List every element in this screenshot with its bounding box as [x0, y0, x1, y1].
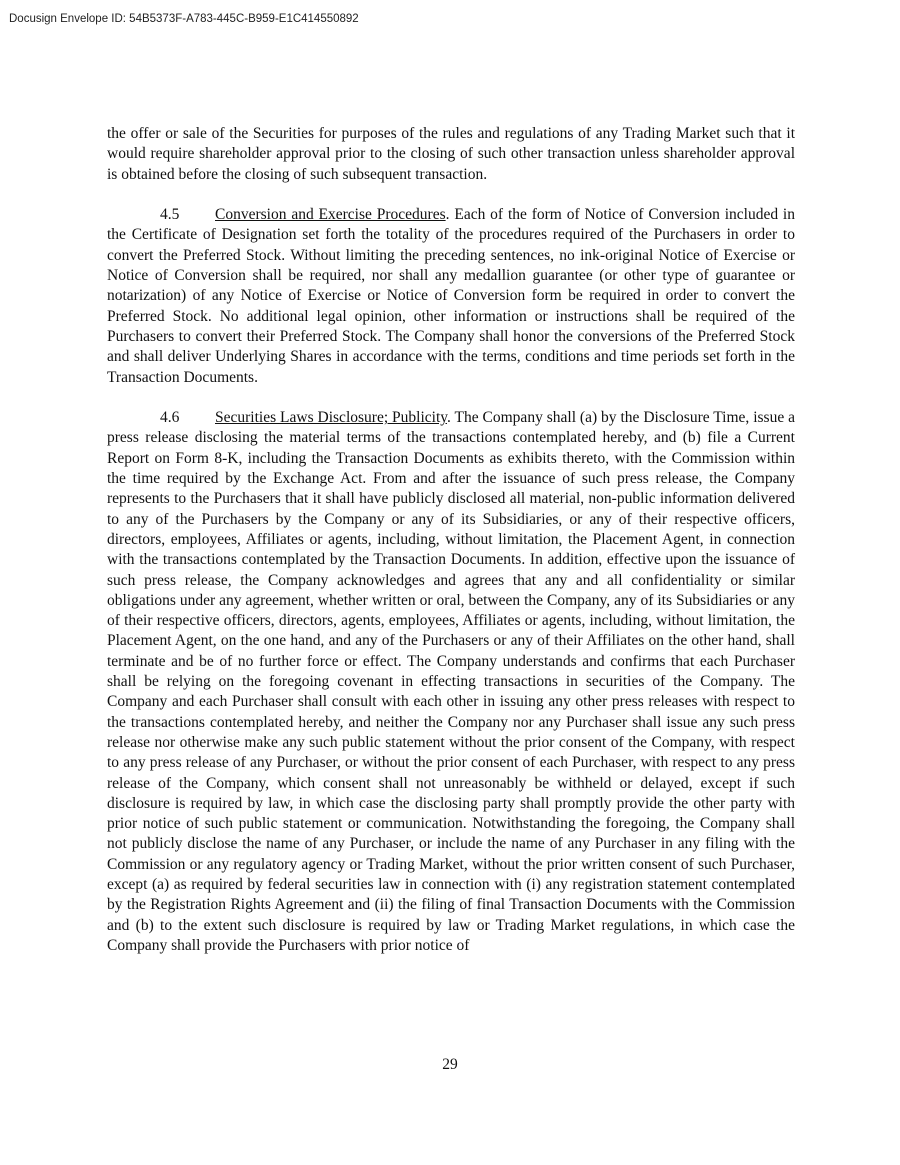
section-4-5 — [107, 205, 795, 388]
document-body — [107, 124, 795, 956]
section-body: . The Company shall (a) by the Disclosure Time, issue a press release disclosing the material terms of the transactions contemplated hereby, and (b) file a Current Report on Form 8-K, including the Transaction Documents as exhibits thereto, with the Commission within the time required by the Exchange Act. From and after the issuance of such press release, the Company represents to the Purchasers that it shall have publicly disclosed all material, non-public information delivered to any of the Purchasers by the Company or any of its Subsidiaries, or any of their respective officers, directors, employees, Affiliates or agents, including, without limitation, the Placement Agent, in connection with the transactions contemplated by the Transaction Documents. In addition, effective upon the issuance of such press release, the Company acknowledges and agrees that any and all confidentiality or similar obligations under any agreement, whether written or oral, between the Company, any of its Subsidiaries or any of their respective officers, directors, agents, employees, Affiliates or agents, including, without limitation, the Placement Agent, on the one hand, and any of the Purchasers or any of their Affiliates on the other hand, shall terminate and be of no further force or effect. The Company understands and confirms that each Purchaser shall be relying on the foregoing covenant in effecting transactions in securities of the Company. The Company and each Purchaser shall consult with each other in issuing any other press releases with respect to the transactions contemplated hereby, and neither the Company nor any Purchaser shall issue any such press release nor otherwise make any such public statement without the prior consent of the Company, with respect to any press release of any Purchaser, or without the prior consent of each Purchaser, with respect to any press release of the Company, which consent shall not unreasonably be withheld or delayed, except if such disclosure is required by law, in which case the disclosing party shall promptly provide the other party with prior notice of such public statement or communication. Notwithstanding the foregoing, the Company shall not publicly disclose the name of any Purchaser, or include the name of any Purchaser in any filing with the Commission or any regulatory agency or Trading Market, without the prior written consent of such Purchaser, except (a) as required by federal securities law in connection with (i) any registration statement contemplated by the Registration Rights Agreement and (ii) the filing of final Transaction Documents with the Commission and (b) to the extent such disclosure is required by law or Trading Market regulations, in which case the Company shall provide the Purchasers with prior notice of — [107, 409, 795, 954]
section-number: 4.5 — [160, 206, 180, 224]
section-4-6 — [107, 408, 795, 956]
section-title: Securities Laws Disclosure; Publicity — [215, 409, 448, 427]
continuation-paragraph: the offer or sale of the Securities for purposes of the rules and regulations of any Trading Market such that it would require shareholder approval prior to the closing of such other transaction unless shareholder approval is obtained before the closing of such subsequent transaction. — [107, 125, 795, 183]
section-title: Conversion and Exercise Procedures — [215, 206, 446, 224]
page-number: 29 — [442, 1056, 458, 1073]
section-body: . Each of the form of Notice of Conversion included in the Certificate of Designation set forth the totality of the procedures required of the Purchasers in order to convert the Preferred Stock. Without limiting the preceding sentences, no ink-original Notice of Exercise or Notice of Conversion shall be required, nor shall any medallion guarantee (or other type of guarantee or notarization) of any Notice of Exercise or Notice of Conversion form be required in order to convert the Preferred Stock. No additional legal opinion, other information or instructions shall be required of the Purchasers to convert their Preferred Stock. The Company shall honor the conversions of the Preferred Stock and shall deliver Underlying Shares in accordance with the terms, conditions and time periods set forth in the Transaction Documents. — [107, 206, 795, 386]
docusign-envelope-id: Docusign Envelope ID: 54B5373F-A783-445C-B959-E1C414550892 — [9, 13, 359, 25]
section-number: 4.6 — [160, 409, 180, 427]
